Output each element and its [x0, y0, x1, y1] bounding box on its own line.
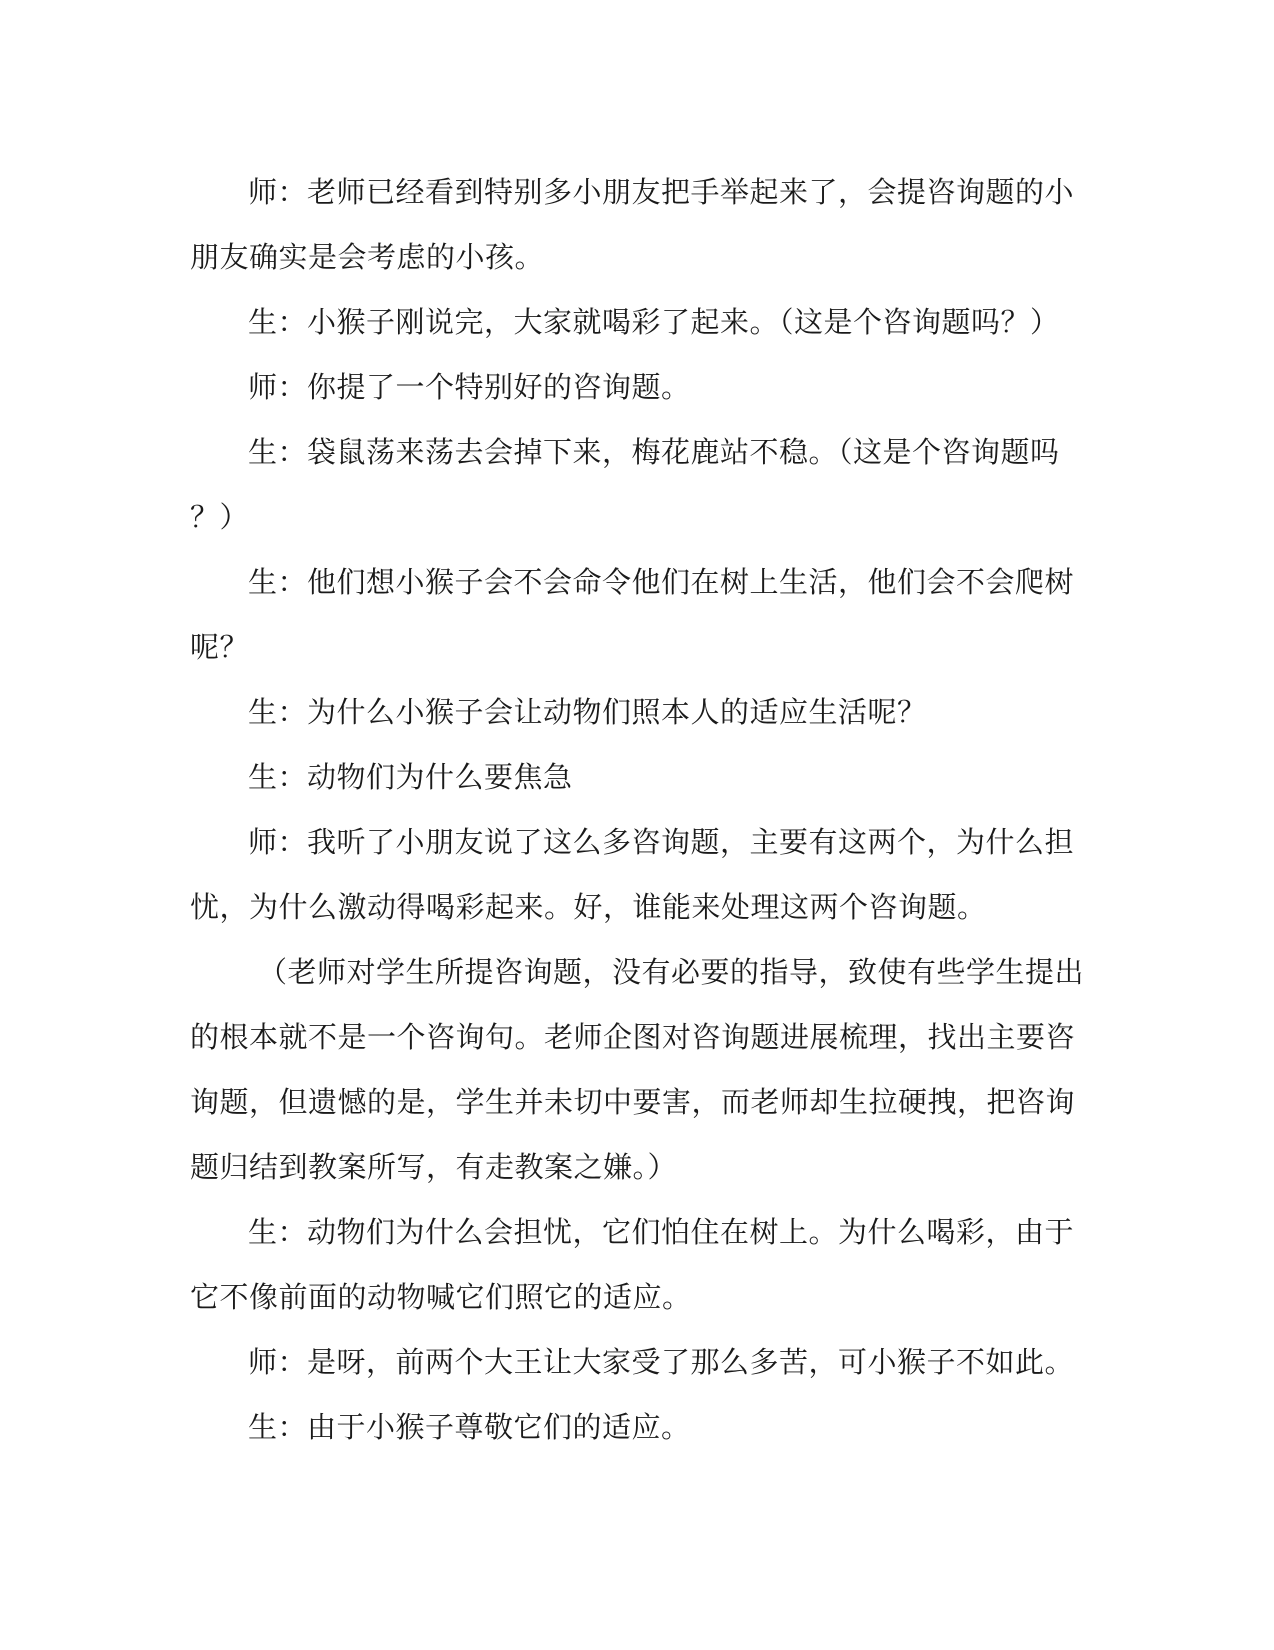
text-line: 生：小猴子刚说完，大家就喝彩了起来。（这是个咨询题吗？）: [248, 305, 1060, 339]
text-line: 题归结到教案所写，有走教案之嫌。）: [190, 1150, 678, 1184]
text-line: 生：由于小猴子尊敬它们的适应。: [248, 1410, 691, 1444]
text-line: （老师对学生所提咨询题，没有必要的指导，致使有些学生提出: [258, 955, 1085, 989]
text-line: 朋友确实是会考虑的小孩。: [190, 240, 545, 274]
text-line: 师：你提了一个特别好的咨询题。: [248, 370, 691, 404]
text-line: 的根本就不是一个咨询句。老师企图对咨询题进展梳理，找出主要咨: [190, 1020, 1076, 1054]
text-line: 询题，但遗憾的是，学生并未切中要害，而老师却生拉硬拽，把咨询: [190, 1085, 1076, 1119]
text-line: 生：动物们为什么要焦急: [248, 760, 573, 794]
text-line: 师：老师已经看到特别多小朋友把手举起来了，会提咨询题的小: [248, 175, 1075, 209]
text-line: 它不像前面的动物喊它们照它的适应。: [190, 1280, 692, 1314]
text-line: ？）: [190, 500, 250, 534]
text-line: 忧，为什么激动得喝彩起来。好，谁能来处理这两个咨询题。: [190, 890, 987, 924]
text-line: 师：我听了小朋友说了这么多咨询题，主要有这两个，为什么担: [248, 825, 1075, 859]
text-line: 呢？: [190, 630, 250, 664]
text-line: 生：动物们为什么会担忧，它们怕住在树上。为什么喝彩，由于: [248, 1215, 1075, 1249]
body-text: [190, 160, 1085, 1460]
text-line: 生：为什么小猴子会让动物们照本人的适应生活呢？: [248, 695, 927, 729]
text-line: 生：他们想小猴子会不会命令他们在树上生活，他们会不会爬树: [248, 565, 1075, 599]
text-line: 师：是呀，前两个大王让大家受了那么多苦，可小猴子不如此。: [248, 1345, 1075, 1379]
text-line: 生：袋鼠荡来荡去会掉下来，梅花鹿站不稳。（这是个咨询题吗: [248, 435, 1060, 469]
